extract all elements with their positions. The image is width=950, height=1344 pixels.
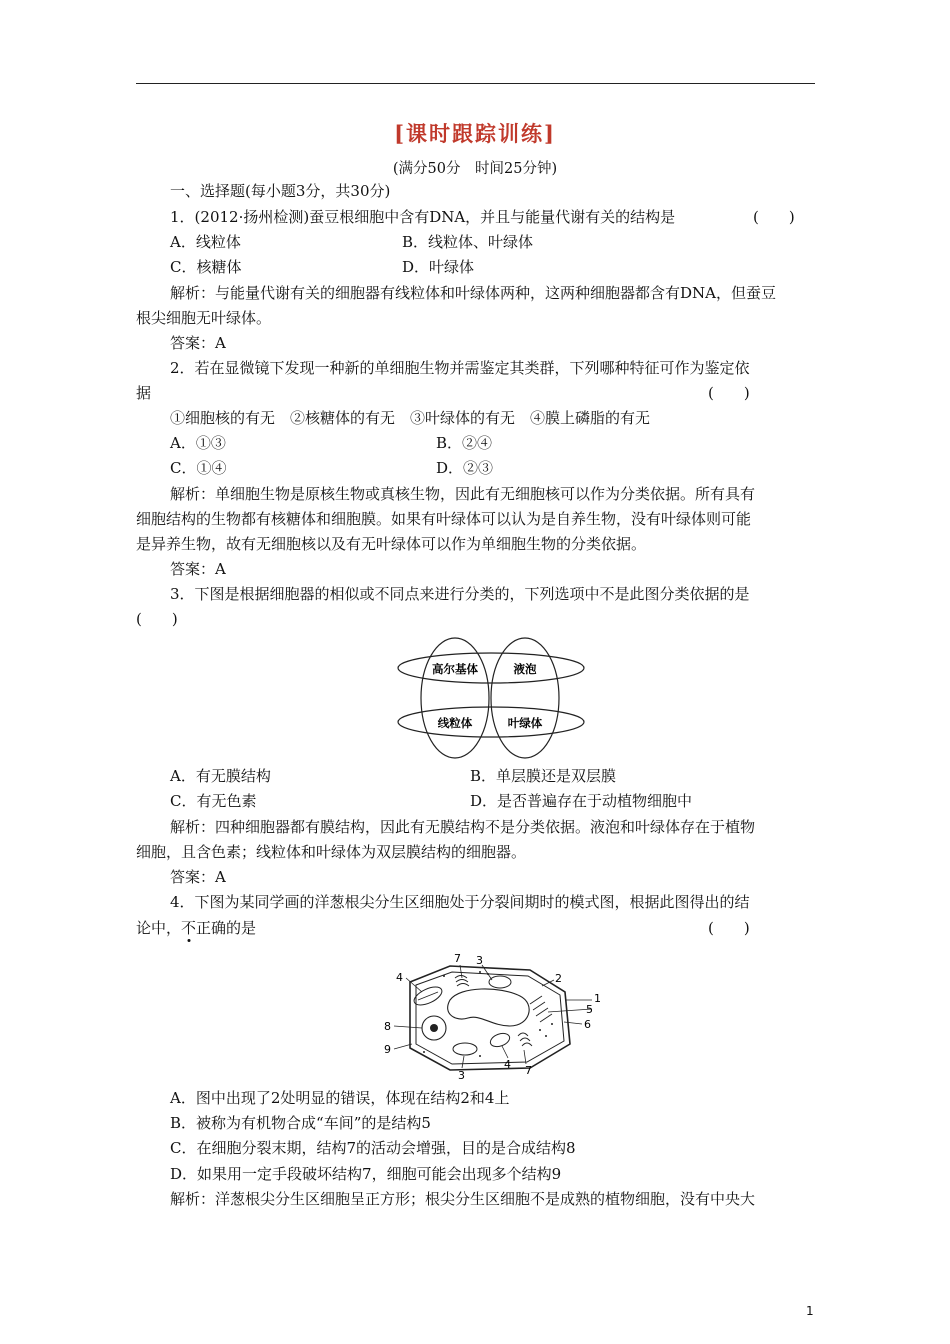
mitochondrion-bottom <box>453 1043 477 1055</box>
cell-membrane <box>416 972 564 1064</box>
q3-option-c: C．有无色素 <box>170 792 257 810</box>
cell-label-3-bottom: 3 <box>458 1069 465 1082</box>
venn-label-golgi: 高尔基体 <box>432 662 478 676</box>
venn-label-chloroplast: 叶绿体 <box>507 716 543 730</box>
cell-label-8: 8 <box>384 1020 391 1033</box>
q2-explanation-line1: 解析：单细胞生物是原核生物或真核生物，因此有无细胞核可以作为分类依据。所有具有 <box>170 485 756 503</box>
cell-label-3-top: 3 <box>476 954 483 967</box>
q2-option-d: D．②③ <box>436 459 494 477</box>
q4-answer-blank: ( ) <box>708 919 750 937</box>
endoplasmic-reticulum <box>530 996 552 1022</box>
q3-option-a: A．有无膜结构 <box>170 767 271 785</box>
vacuole-shape <box>448 989 530 1026</box>
q1-option-d: D．叶绿体 <box>402 258 475 276</box>
q3-stem-line1: 3．下图是根据细胞器的相似或不同点来进行分类的，下列选项中不是此图分类依据的是 <box>170 585 750 603</box>
q2-option-b: B．②④ <box>436 434 493 452</box>
page-title: [课时跟踪训练] <box>394 121 556 146</box>
cell-label-7-top: 7 <box>454 952 461 965</box>
q2-option-a: A．①③ <box>170 434 226 452</box>
page-subtitle: (满分50分 时间25分钟) <box>392 161 558 177</box>
q2-items: ①细胞核的有无 ②核糖体的有无 ③叶绿体的有无 ④膜上磷脂的有无 <box>170 409 651 427</box>
q4-explanation-line1: 解析：洋葱根尖分生区细胞呈正方形；根尖分生区细胞不是成熟的植物细胞，没有中央大 <box>170 1190 756 1208</box>
q2-stem-line2: 据 <box>136 384 152 402</box>
q2-explanation-line2: 细胞结构的生物都有核糖体和细胞膜。如果有叶绿体可以认为是自养生物，没有叶绿体则可能 <box>136 510 752 528</box>
line <box>418 992 438 1000</box>
cell-label-7-bottom: 7 <box>525 1064 532 1077</box>
q3-option-d: D．是否普遍存在于动植物细胞中 <box>470 792 693 810</box>
cell-label-2: 2 <box>555 972 562 985</box>
q1-answer-blank: ( ) <box>753 208 795 226</box>
q2-explanation-line3: 是异养生物，故有无细胞核以及有无叶绿体可以作为单细胞生物的分类依据。 <box>136 535 647 553</box>
q3-explanation-line1: 解析：四种细胞器都有膜结构，因此有无膜结构不是分类依据。液泡和叶绿体存在于植物 <box>170 818 756 836</box>
cell-label-6: 6 <box>584 1018 591 1031</box>
q4-stem-line1: 4．下图为某同学画的洋葱根尖分生区细胞处于分裂间期时的模式图，根据此图得出的结 <box>170 893 750 911</box>
q3-answer-blank: ( ) <box>136 610 178 628</box>
q1-answer: 答案：A <box>170 334 226 352</box>
q4-option-a: A．图中出现了2处明显的错误，体现在结构2和4上 <box>170 1089 510 1107</box>
q3-explanation-line2: 细胞，且含色素；线粒体和叶绿体为双层膜结构的细胞器。 <box>136 843 527 861</box>
q4-stem-line2 <box>136 918 256 938</box>
q3-answer: 答案：A <box>170 868 226 886</box>
q2-answer-blank: ( ) <box>708 384 750 402</box>
ribosome-dots <box>423 971 553 1057</box>
q4-stem-prefix: 论中， <box>136 919 182 937</box>
q1-explanation-line2: 根尖细胞无叶绿体。 <box>136 309 272 327</box>
q4-stem-suffix: 正确的是 <box>196 919 257 937</box>
mitochondrion-top <box>489 976 511 988</box>
q4-option-c: C．在细胞分裂末期，结构7的活动会增强，目的是合成结构8 <box>170 1139 576 1157</box>
page-number: 1 <box>806 1304 814 1318</box>
cell-label-1: 1 <box>594 992 601 1005</box>
venn-label-vacuole: 液泡 <box>513 662 537 676</box>
q2-option-c: C．①④ <box>170 459 227 477</box>
top-rule <box>136 83 815 84</box>
nucleolus <box>430 1024 438 1032</box>
onion-root-cell-diagram <box>380 952 605 1082</box>
q3-option-b: B．单层膜还是双层膜 <box>470 767 617 785</box>
q2-answer: 答案：A <box>170 560 226 578</box>
organelle-venn-diagram <box>395 636 590 762</box>
golgi-bottom <box>518 1033 532 1046</box>
q4-option-b: B．被称为有机物合成“车间”的是结构5 <box>170 1114 431 1132</box>
section-heading: 一、选择题(每小题3分，共30分) <box>170 182 391 200</box>
q1-explanation-line1: 解析：与能量代谢有关的细胞器有线粒体和叶绿体两种，这两种细胞器都含有DNA，但蚕豆 <box>170 284 776 302</box>
cell-label-4-bottom: 4 <box>504 1058 511 1071</box>
mitochondrion-right <box>489 1031 512 1049</box>
q4-stem-emphasis: 不 <box>181 919 197 937</box>
q4-option-d: D．如果用一定手段破坏结构7，细胞可能会出现多个结构9 <box>170 1165 562 1183</box>
cell-label-9: 9 <box>384 1043 391 1056</box>
venn-label-mitochondria: 线粒体 <box>437 716 473 730</box>
q2-stem-line1: 2．若在显微镜下发现一种新的单细胞生物并需鉴定其类群，下列哪种特征可作为鉴定依 <box>170 359 750 377</box>
cell-label-4-left: 4 <box>396 971 403 984</box>
q1-option-a: A．线粒体 <box>170 233 241 251</box>
q1-option-b: B．线粒体、叶绿体 <box>402 233 534 251</box>
q1-stem: 1．(2012·扬州检测)蚕豆根细胞中含有DNA，并且与能量代谢有关的结构是 <box>170 208 676 226</box>
q1-option-c: C．核糖体 <box>170 258 242 276</box>
cell-label-5: 5 <box>586 1003 593 1016</box>
